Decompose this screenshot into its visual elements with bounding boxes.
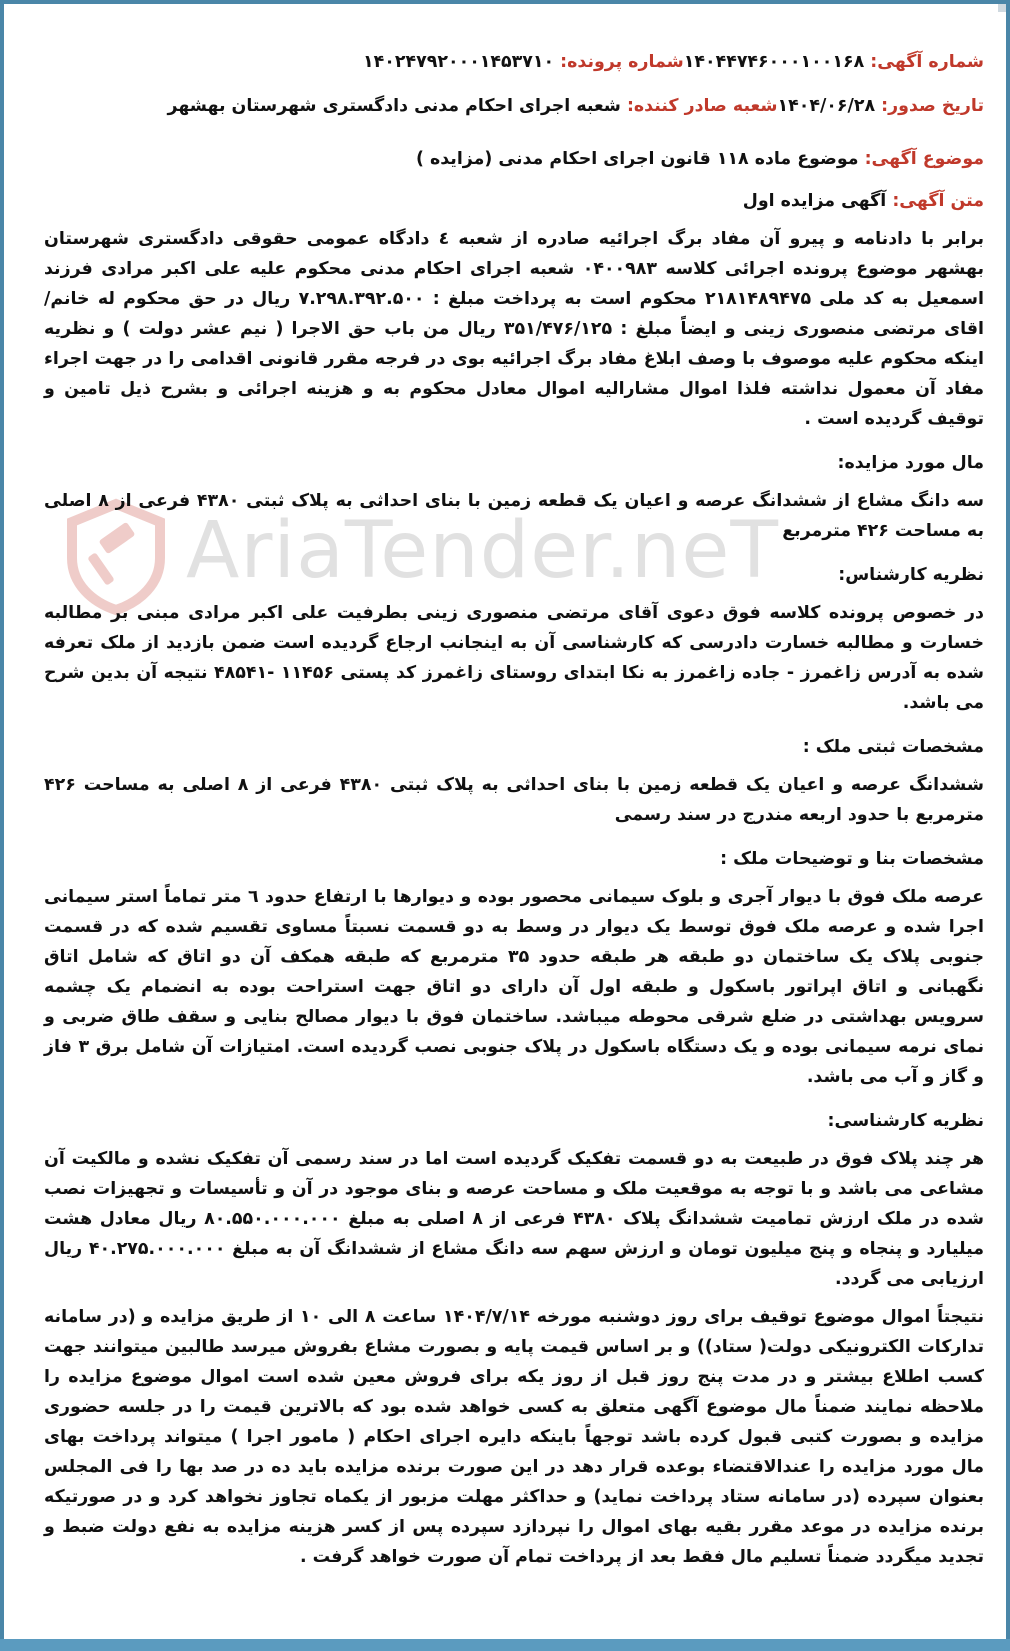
- issuer-label: شعبه صادر کننده:: [626, 96, 778, 116]
- expert-heading-1: نظریه کارشناس:: [838, 565, 984, 585]
- property-paragraph: سه دانگ مشاع از ششدانگ عرصه و اعیان یک قطعه زمین با بنای احداثی به پلاک ثبتی ۴۳۸۰ فرعی از ۸ اصلی به مساحت ۴۲۶ مترمربع: [44, 491, 985, 541]
- bottom-bar: [0, 1639, 1010, 1651]
- issue-date: [777, 91, 984, 121]
- registry-paragraph: ششدانگ عرصه و اعیان یک قطعه زمین با بنای احداثی به پلاک ثبتی ۴۳۸۰ فرعی از ۸ اصلی به مساحت ۴۲۶ مترمربع با حدود اربعه مندرج در سند رسمی: [44, 775, 984, 825]
- issuer: [168, 91, 778, 121]
- corner-mark: [998, 4, 1006, 12]
- expert-paragraph-2: هر چند پلاک فوق در طبیعت به دو قسمت تفکیک گردیده است اما در سند رسمی آن تفکیک نشده و مالکیت آن مشاعی می باشد و با توجه به موقعیت ملک و مساحت عرصه و بنای موجود در آن و تأسیسات و تجهیزات نصب شده در ملک ارزش تمامیت ششدانگ پلاک ۴۳۸۰ فرعی از ۸ اصلی به مبلغ ۸۰.۵۵۰.۰۰۰.۰۰۰ ریال معادل هشت میلیارد و پنجاه و پنج میلیون تومان و ارزش سهم سه دانگ مشاع از ششدانگ آن به مبلغ ۴۰.۲۷۵.۰۰۰.۰۰۰ ریال ارزیابی می گردد.: [44, 1149, 985, 1289]
- subject-value: موضوع ماده ۱۱۸ قانون اجرای احکام مدنی (مزایده ): [415, 149, 859, 169]
- building-paragraph: عرصه ملک فوق با دیوار آجری و بلوک سیمانی محصور بوده و دیوارها با ارتفاع حدود ٦ متر تماماً استر سیمانی اجرا شده و عرصه ملک فوق توسط یک دیوار در وسط به دو قسمت نسبتاً مساوی تقسیم شده که در قسمت جنوبی پلاک یک ساختمان دو طبقه هر طبقه حدود ۳۵ مترمربع که طبقه همکف آن دو اتاق که شامل اتاق نگهبانی و اتاق اپراتور باسکول و طبقه اول آن دارای دو اتاق جهت استراحت بوده به انضمام یک چشمه سرویس بهداشتی در ضلع شرقی محوطه میباشد. ساختمان فوق با دیوار مصالح بنایی و سقف طاق ضربی و نمای نرمه سیمانی بوده و یک دستگاه باسکول در پلاک جنوبی نصب گردیده است. امتیازات آن شامل برق ۳ فاز و گاز و آب می باشد.: [44, 887, 985, 1087]
- notice-subject: [44, 144, 984, 174]
- property-heading: مال مورد مزایده:: [837, 453, 984, 473]
- issue-date-label: تاریخ صدور:: [881, 96, 984, 116]
- issuer-value: شعبه اجرای احکام مدنی دادگستری شهرستان بهشهر: [167, 96, 621, 116]
- header-row-1: [44, 40, 984, 84]
- registry-heading: مشخصات ثبتی ملک :: [802, 737, 984, 757]
- ad-number-value: ۱۴۰۴۴۷۴۶۰۰۰۱۰۰۱۶۸: [683, 52, 865, 72]
- case-number-value: ۱۴۰۲۴۷۹۲۰۰۰۱۴۵۳۷۱۰: [363, 52, 555, 72]
- expert-heading-2: نظریه کارشناسی:: [827, 1111, 984, 1131]
- watermark-text: AriaTender.neT: [186, 506, 779, 596]
- case-number: [363, 47, 684, 77]
- ad-number-label: شماره آگهی:: [870, 52, 984, 72]
- conclusion-paragraph: نتیجتاً اموال موضوع توقیف برای روز دوشنبه مورخه ۱۴۰۴/۷/۱۴ ساعت ۸ الی ۱۰ از طریق مزایده و (در سامانه تدارکات الکترونیکی دولت( ستاد)) و بر اساس قیمت پایه و بصورت مشاع بفروش میرسد طالبین میتوانند جهت کسب اطلاع بیشتر و در مدت پنج روز قبل از روز یکه برای فروش معین شده است اموال موضوع مزایده را ملاحظه نمایند ضمناً مال موضوع آگهی متعلق به کسی خواهد شده بود که بالاترین قیمت را در جلسه حضوری مزایده و بصورت کتبی قبول کرده باشد توجهاً باینکه دایره اجرای احکام ( مامور اجرا ) میتواند پرداخت بهای مال مورد مزایده را عندالاقتضاء بوعده قرار دهد در این صورت برنده مزایده باید ده در صد بها را فی المجلس بعنوان سپرده (در سامانه ستاد پرداخت نماید) و حداکثر مهلت مزبور از یکماه تجاوز نخواهد کرد و در صورتیکه برنده مزایده در موعد مقرر بقیه بهای اموال را نپردازد سپرده پس از کسر هزینه مزایده به نفع دولت ضبط و تجدید میگردد ضمناً تسلیم مال فقط بعد از پرداخت تمام آن صورت خواهد گرفت .: [44, 1307, 984, 1567]
- case-number-label: شماره پرونده:: [560, 52, 684, 72]
- building-heading: مشخصات بنا و توضیحات ملک :: [720, 849, 984, 869]
- issue-date-value: ۱۴۰۴/۰۶/۲۸: [777, 96, 876, 116]
- intro-paragraph: برابر با دادنامه و پیرو آن مفاد برگ اجرائیه صادره از شعبه ٤ دادگاه عمومی حقوقی دادگستری شهرستان بهشهر موضوع پرونده اجرائی کلاسه ۰۴۰۰۹۸۳ شعبه اجرای احکام مدنی محکوم علیه علی اکبر مرادی فرزند اسمعیل به کد ملی ۲۱۸۱۴۸۹۴۷۵ محکوم است به پرداخت مبلغ : ۷.۲۹۸.۳۹۲.۵۰۰ ریال در حق محکوم له خانم/اقای مرتضی منصوری زینی و ایضاً مبلغ : ۳۵۱/۴۷۶/۱۲۵ ریال من باب حق الاجرا ( نیم عشر دولت ) و نظریه اینکه محکوم علیه موصوف با وصف ابلاغ مفاد برگ اجرائیه بوی در فرجه مقرر قانونی اقدامی را در جهت اجراء مفاد آن معمول نداشته فلذا اموال مشارالیه اموال معادل محکوم به و هزینه اجرائی و بشرح ذیل تامین و توقیف گردیده است .: [44, 229, 984, 429]
- notice-content: [44, 40, 984, 1572]
- text-label: متن آگهی:: [892, 191, 984, 211]
- header-row-2: [44, 84, 984, 128]
- notice-text-title: [44, 186, 984, 216]
- ad-number: [684, 47, 984, 77]
- subject-label: موضوع آگهی:: [864, 149, 984, 169]
- text-title-value: آگهی مزایده اول: [742, 191, 887, 211]
- expert-paragraph-1: در خصوص پرونده کلاسه فوق دعوی آقای مرتضی منصوری زینی بطرفیت علی اکبر مرادی مبنی بر مطالبه خسارت و مطالبه خسارت دادرسی که کارشناسی آن به اینجانب ارجاع گردیده است ضمن بازدید از ملک تعرفه شده به آدرس زاغمرز - جاده زاغمرز به نکا ابتدای روستای زاغمرز کد پستی ۱۱۴۵۶ -۴۸۵۴۱ نتیجه آن بدین شرح می باشد.: [44, 603, 984, 713]
